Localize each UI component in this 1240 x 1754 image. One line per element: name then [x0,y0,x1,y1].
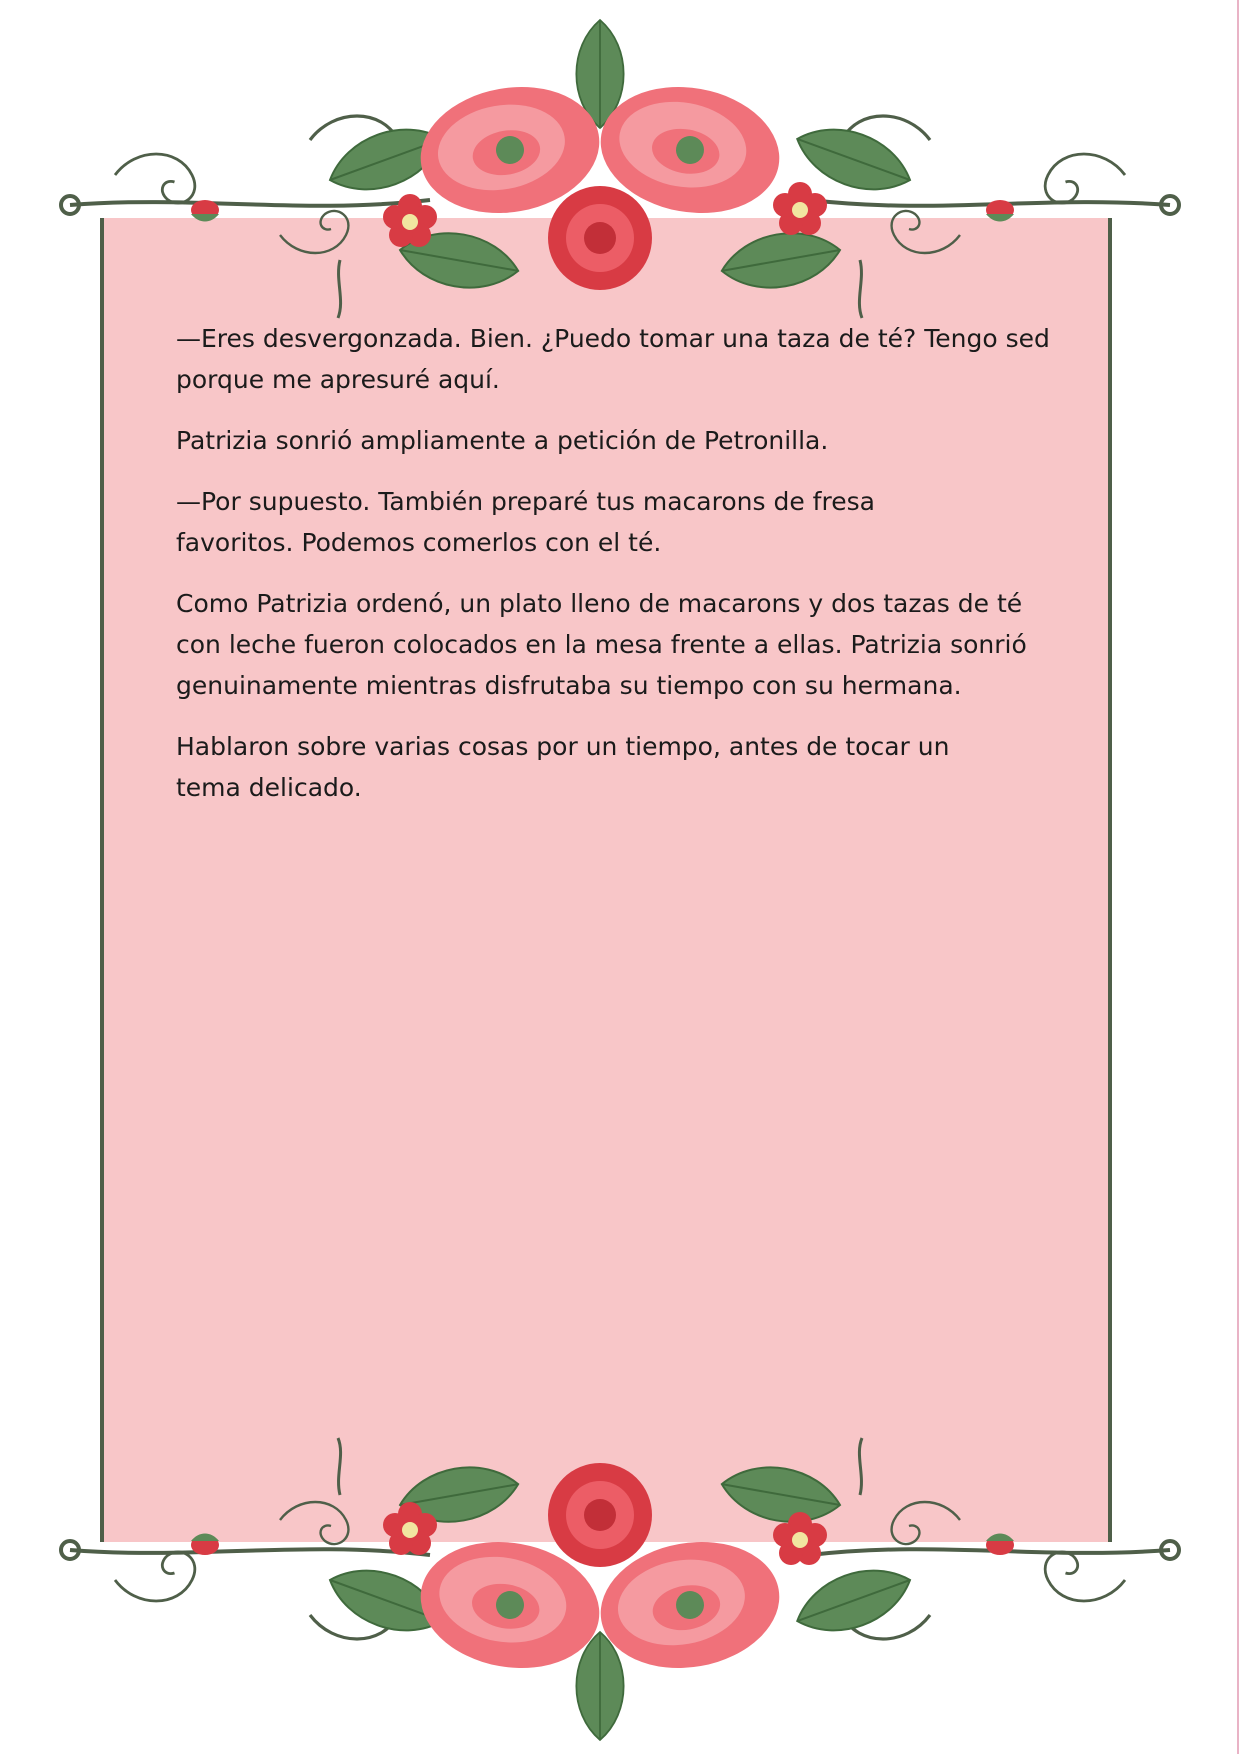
floral-ornament-bottom-image [0,1410,1240,1754]
paragraph-3: —Por supuesto. También preparé tus macarons de fresa favoritos. Podemos comerlos con el té. [176,487,875,557]
floral-ornament-top-image [0,0,1240,340]
floral-ornament-bottom [0,1410,1240,1754]
paragraph-4: Como Patrizia ordenó, un plato lleno de macarons y dos tazas de té con leche fueron colocados en la mesa frente a ellas. Patrizia sonrió genuinamente mientras disfrutaba su tiempo con su hermana. [176,589,1027,700]
paragraph-2: Patrizia sonrió ampliamente a petición de Petronilla. [176,426,829,455]
floral-ornament-top [0,0,1240,340]
paragraph-5: Hablaron sobre varias cosas por un tiempo, antes de tocar un tema delicado. [176,732,950,802]
paragraph-1: —Eres desvergonzada. Bien. ¿Puedo tomar una taza de té? Tengo sed porque me apresuré aquí. [176,324,1050,394]
document-body [176,318,1056,828]
